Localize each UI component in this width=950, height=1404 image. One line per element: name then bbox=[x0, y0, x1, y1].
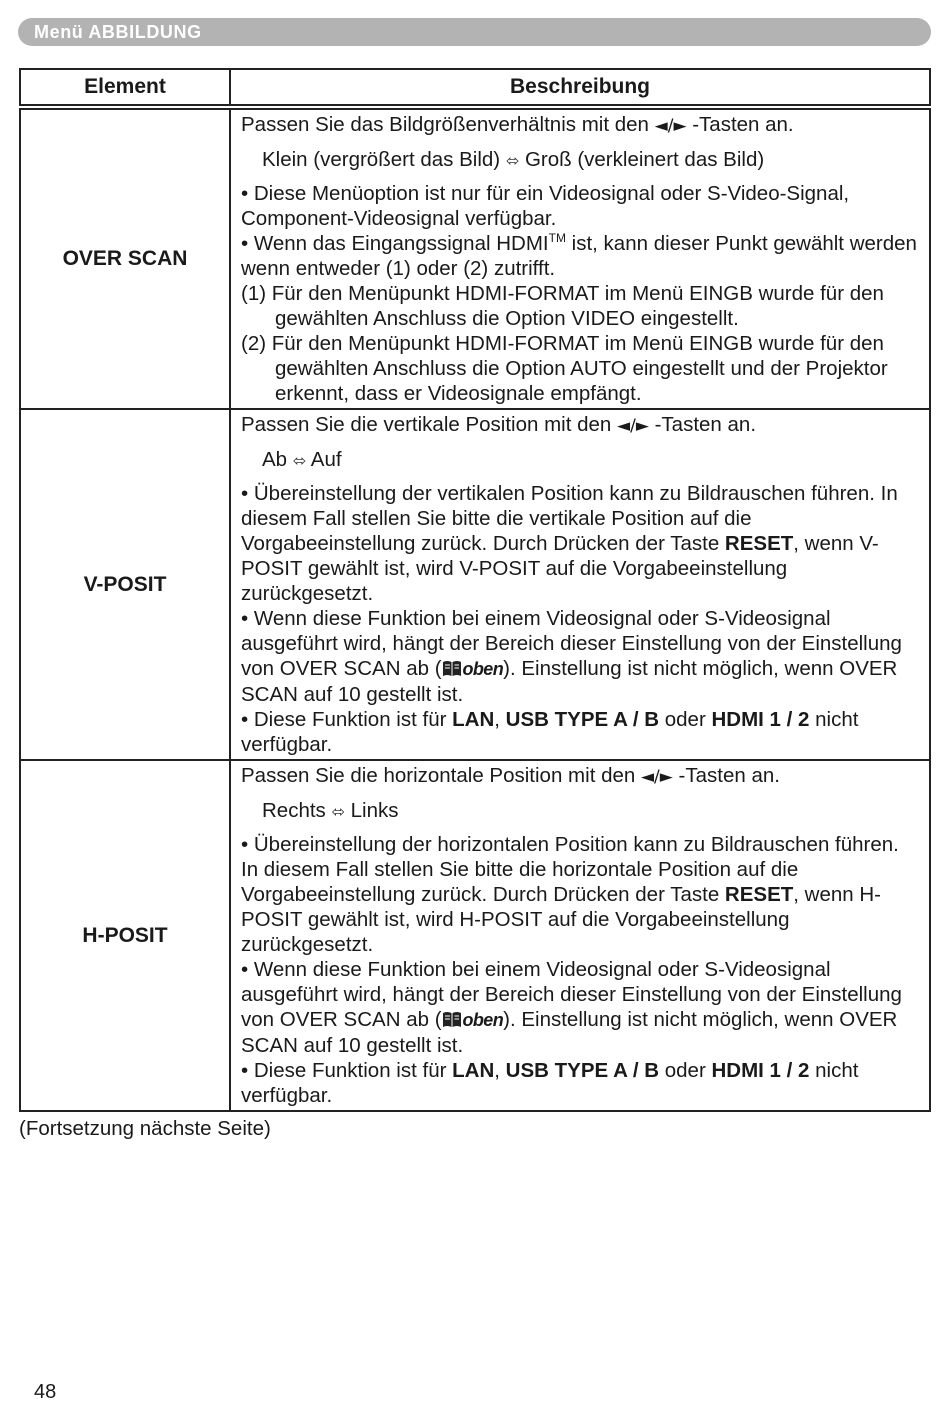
column-header-element: Element bbox=[20, 69, 230, 107]
left-right-arrow-icon: ◄/► bbox=[640, 767, 673, 787]
table-row-v-posit bbox=[20, 409, 930, 760]
description-over-scan bbox=[230, 107, 930, 409]
note-video-signal: • Diese Menüoption ist nur für ein Videosignal oder S-Video-Signal, Component-Videosignal verfügbar. bbox=[241, 182, 850, 230]
adjust-instruction: Passen Sie die vertikale Position mit den ◄/► -Tasten an. bbox=[241, 413, 757, 436]
reference-link-oben[interactable]: oben bbox=[462, 1010, 504, 1030]
double-arrow-icon: ⬄ bbox=[331, 802, 345, 821]
left-right-arrow-icon: ◄/► bbox=[654, 116, 687, 136]
book-icon bbox=[442, 1011, 462, 1028]
double-arrow-icon: ⬄ bbox=[505, 151, 520, 170]
value-range: Rechts ⬄ Links bbox=[262, 799, 399, 822]
note-over-scan-range: • Wenn diese Funktion bei einem Videosignal oder S-Videosignal ausgeführt wird, hängt der Bereich dieser Einstellung von der Einstellung von OVER SCAN ab ( oben). Einstellung ist nicht möglich, wenn OVER SCAN auf 10 gestellt ist. bbox=[241, 958, 902, 1057]
continuation-note: (Fortsetzung nächste Seite) bbox=[19, 1117, 271, 1140]
page-number: 48 bbox=[34, 1381, 57, 1403]
element-v-posit: V-POSIT bbox=[20, 409, 230, 760]
book-icon bbox=[442, 660, 462, 677]
value-range: Klein (vergrößert das Bild) ⬄ Groß (verkleinert das Bild) bbox=[262, 148, 765, 171]
note-over-scan-range: • Wenn diese Funktion bei einem Videosignal oder S-Videosignal ausgeführt wird, hängt der Bereich dieser Einstellung von der Einstellung von OVER SCAN ab ( oben). Einstellung ist nicht möglich, wenn OVER SCAN auf 10 gestellt ist. bbox=[241, 607, 902, 706]
left-right-arrow-icon: ◄/► bbox=[617, 416, 649, 436]
note-noise: • Übereinstellung der vertikalen Position kann zu Bildrauschen führen. In diesem Fall stellen Sie bitte die vertikale Position auf die Vorgabeeinstellung zurück. Durch Drücken der Taste RESET, wenn V-POSIT gewählt ist, wird V-POSIT auf die Vorgabeeinstellung zurückgesetzt. bbox=[241, 482, 898, 605]
table-header-row bbox=[20, 69, 930, 107]
note-noise: • Übereinstellung der horizontalen Position kann zu Bildrauschen führen. In diesem Fall stellen Sie bitte die horizontale Position auf die Vorgabeeinstellung zurück. Durch Drücken der Taste RESET, wenn H-POSIT gewählt ist, wird H-POSIT auf die Vorgabeeinstellung zurückgesetzt. bbox=[241, 833, 899, 956]
table-row-h-posit bbox=[20, 760, 930, 1111]
element-h-posit: H-POSIT bbox=[20, 760, 230, 1111]
condition-2: (2) Für den Menüpunkt HDMI-FORMAT im Menü EINGB wurde für den gewählten Anschluss die Option AUTO eingestellt und der Projektor erkennt, dass er Videosignale empfängt. bbox=[241, 332, 888, 405]
section-title: Menü ABBILDUNG bbox=[34, 22, 202, 42]
condition-1: (1) Für den Menüpunkt HDMI-FORMAT im Menü EINGB wurde für den gewählten Anschluss die Option VIDEO eingestellt. bbox=[241, 282, 884, 330]
description-v-posit bbox=[230, 409, 930, 760]
reference-link-oben[interactable]: oben bbox=[462, 659, 504, 679]
element-over-scan: OVER SCAN bbox=[20, 107, 230, 409]
note-unavailable: • Diese Funktion ist für LAN, USB TYPE A / B oder HDMI 1 / 2 nicht verfügbar. bbox=[241, 1059, 859, 1107]
adjust-instruction: Passen Sie das Bildgrößenverhältnis mit den ◄/► -Tasten an. bbox=[241, 113, 794, 136]
table-row-over-scan bbox=[20, 107, 930, 409]
menu-table bbox=[19, 68, 931, 1112]
column-header-description: Beschreibung bbox=[230, 69, 930, 107]
note-hdmi: • Wenn das Eingangssignal HDMI™ ist, kann dieser Punkt gewählt werden wenn entweder (1) oder (2) zutrifft. bbox=[241, 231, 917, 280]
value-range: Ab ⬄ Auf bbox=[262, 448, 342, 471]
adjust-instruction: Passen Sie die horizontale Position mit den ◄/► -Tasten an. bbox=[241, 764, 780, 787]
description-h-posit bbox=[230, 760, 930, 1111]
note-unavailable: • Diese Funktion ist für LAN, USB TYPE A / B oder HDMI 1 / 2 nicht verfügbar. bbox=[241, 708, 859, 756]
section-header-bar bbox=[18, 18, 931, 46]
double-arrow-icon: ⬄ bbox=[292, 451, 307, 470]
